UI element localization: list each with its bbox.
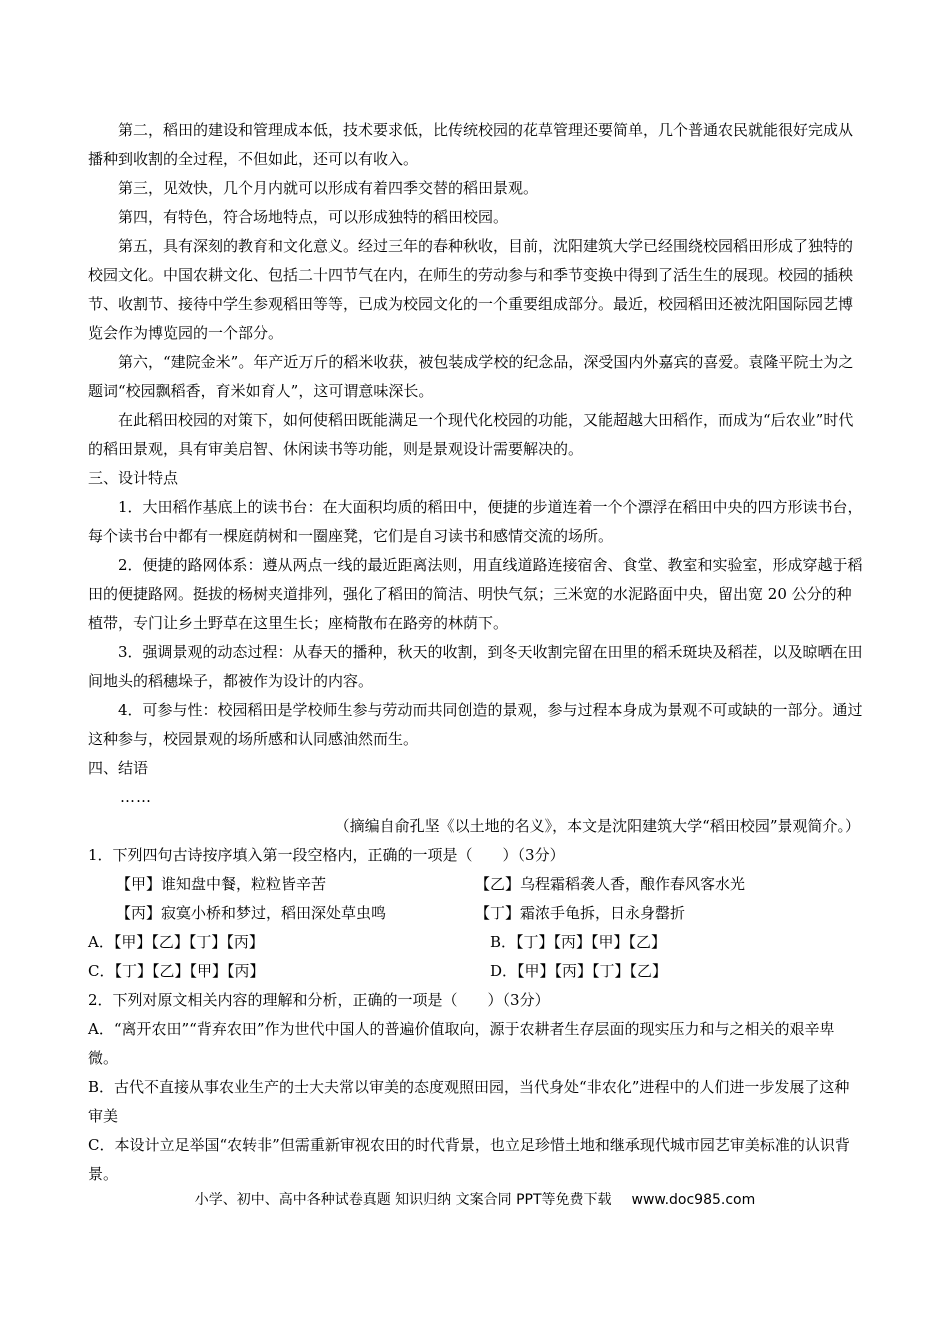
- paragraph-strategy: 在此稻田校园的对策下，如何使稻田既能满足一个现代化校园的功能，又能超越大田稻作，而成为“后农业”时代的稻田景观，具有审美启智、休闲读书等功能，则是景观设计需要解决的。: [88, 411, 854, 458]
- poem-jia: 【甲】谁知盘中餐，粒粒皆辛苦: [116, 875, 327, 893]
- feature-item-3: 3．强调景观的动态过程：从春天的播种，秋天的收割，到冬天收割完留在田里的稻禾斑块及稻茬，以及晾晒在田间地头的稻穗垛子，都被作为设计的内容。: [88, 643, 863, 690]
- feature-item-4: 4．可参与性：校园稻田是学校师生参与劳动而共同创造的景观，参与过程本身成为景观不可或缺的一部分。通过这种参与，校园景观的场所感和认同感油然而生。: [88, 701, 863, 748]
- paragraph-third: 第三，见效快，几个月内就可以形成有着四季交替的稻田景观。: [118, 179, 539, 197]
- q1-option-d: D．【甲】【丙】【丁】【乙】: [490, 962, 668, 980]
- q1-options-row-2: [88, 957, 864, 986]
- poem-row-2: [88, 899, 864, 928]
- feature-item-1: 1．大田稻作基底上的读书台：在大面积均质的稻田中，便捷的步道连着一个个漂浮在稻田中央的四方形读书台，每个读书台中都有一棵庭荫树和一圈座凳，它们是自习读书和感情交流的场所。: [88, 498, 863, 545]
- footer-text: 小学、初中、高中各种试卷真题 知识归纳 文案合同 PPT等免费下载: [194, 1192, 612, 1208]
- question-1-stem: 1．下列四句古诗按序填入第一段空格内，正确的一项是（ ）（3分）: [88, 846, 565, 864]
- paragraph-fifth: 第五，具有深刻的教育和文化意义。经过三年的春种秋收，目前，沈阳建筑大学已经围绕校园稻田形成了独特的校园文化。中国农耕文化、包括二十四节气在内，在师生的劳动参与和季节变换中得到了活生生的展现。校园的插秧节、收割节、接待中学生参观稻田等等，已成为校园文化的一个重要组成部分。最近，校园稻田还被沈阳国际园艺博览会作为博览园的一个部分。: [88, 237, 854, 342]
- q1-option-b: B．【丁】【丙】【甲】【乙】: [490, 933, 667, 951]
- ellipsis: ……: [120, 788, 152, 806]
- poem-yi: 【乙】乌程霜稻袭人香，酿作春风客水光: [475, 875, 746, 893]
- q1-option-a: A．【甲】【乙】【丁】【丙】: [88, 933, 264, 951]
- footer-link[interactable]: www.doc985.com: [631, 1192, 756, 1208]
- q1-option-c: C．【丁】【乙】【甲】【丙】: [88, 962, 265, 980]
- section-heading-conclusion: 四、结语: [88, 759, 149, 777]
- poem-ding: 【丁】霜浓手龟拆，日永身罄折: [475, 904, 686, 922]
- paragraph-fourth: 第四，有特色，符合场地特点，可以形成独特的稻田校园。: [118, 208, 509, 226]
- section-heading-design-features: 三、设计特点: [88, 469, 179, 487]
- q1-options-row-1: [88, 928, 864, 957]
- page-footer: [0, 1189, 950, 1211]
- poem-row-1: [88, 870, 864, 899]
- poem-bing: 【丙】寂寞小桥和梦过，稻田深处草虫鸣: [116, 904, 387, 922]
- paragraph-second: 第二，稻田的建设和管理成本低，技术要求低，比传统校园的花草管理还要简单，几个普通农民就能很好完成从播种到收割的全过程，不但如此，还可以有收入。: [88, 121, 854, 168]
- q2-option-a: A．“离开农田”“背弃农田”作为世代中国人的普遍价值取向，源于农耕者生存层面的现实压力和与之相关的艰辛卑微。: [88, 1020, 835, 1067]
- document-body: [88, 116, 864, 1189]
- q2-option-c: C．本设计立足举国“农转非”但需重新审视农田的时代背景，也立足珍惜土地和继承现代城市园艺审美标准的认识背景。: [88, 1136, 850, 1183]
- q2-option-b: B．古代不直接从事农业生产的士大夫常以审美的态度观照田园，当代身处“非农化”进程中的人们进一步发展了这种审美: [88, 1078, 850, 1125]
- source-citation: （摘编自俞孔坚《以土地的名义》，本文是沈阳建筑大学“稻田校园”景观简介。）: [334, 817, 860, 835]
- feature-item-2: 2．便捷的路网体系：遵从两点一线的最近距离法则，用直线道路连接宿舍、食堂、教室和实验室，形成穿越于稻田的便捷路网。挺拔的杨树夹道排列，强化了稻田的简洁、明快气氛；三米宽的水泥路面中央，留出宽 20 公分的种植带，专门让乡土野草在这里生长；座椅散布在路旁的林荫下。: [88, 556, 863, 632]
- question-2-stem: 2．下列对原文相关内容的理解和分析，正确的一项是（ ）（3分）: [88, 991, 550, 1009]
- paragraph-sixth: 第六，“建院金米”。年产近万斤的稻米收获，被包装成学校的纪念品，深受国内外嘉宾的喜爱。袁隆平院士为之题词“校园飘稻香，育米如育人”，这可谓意味深长。: [88, 353, 854, 400]
